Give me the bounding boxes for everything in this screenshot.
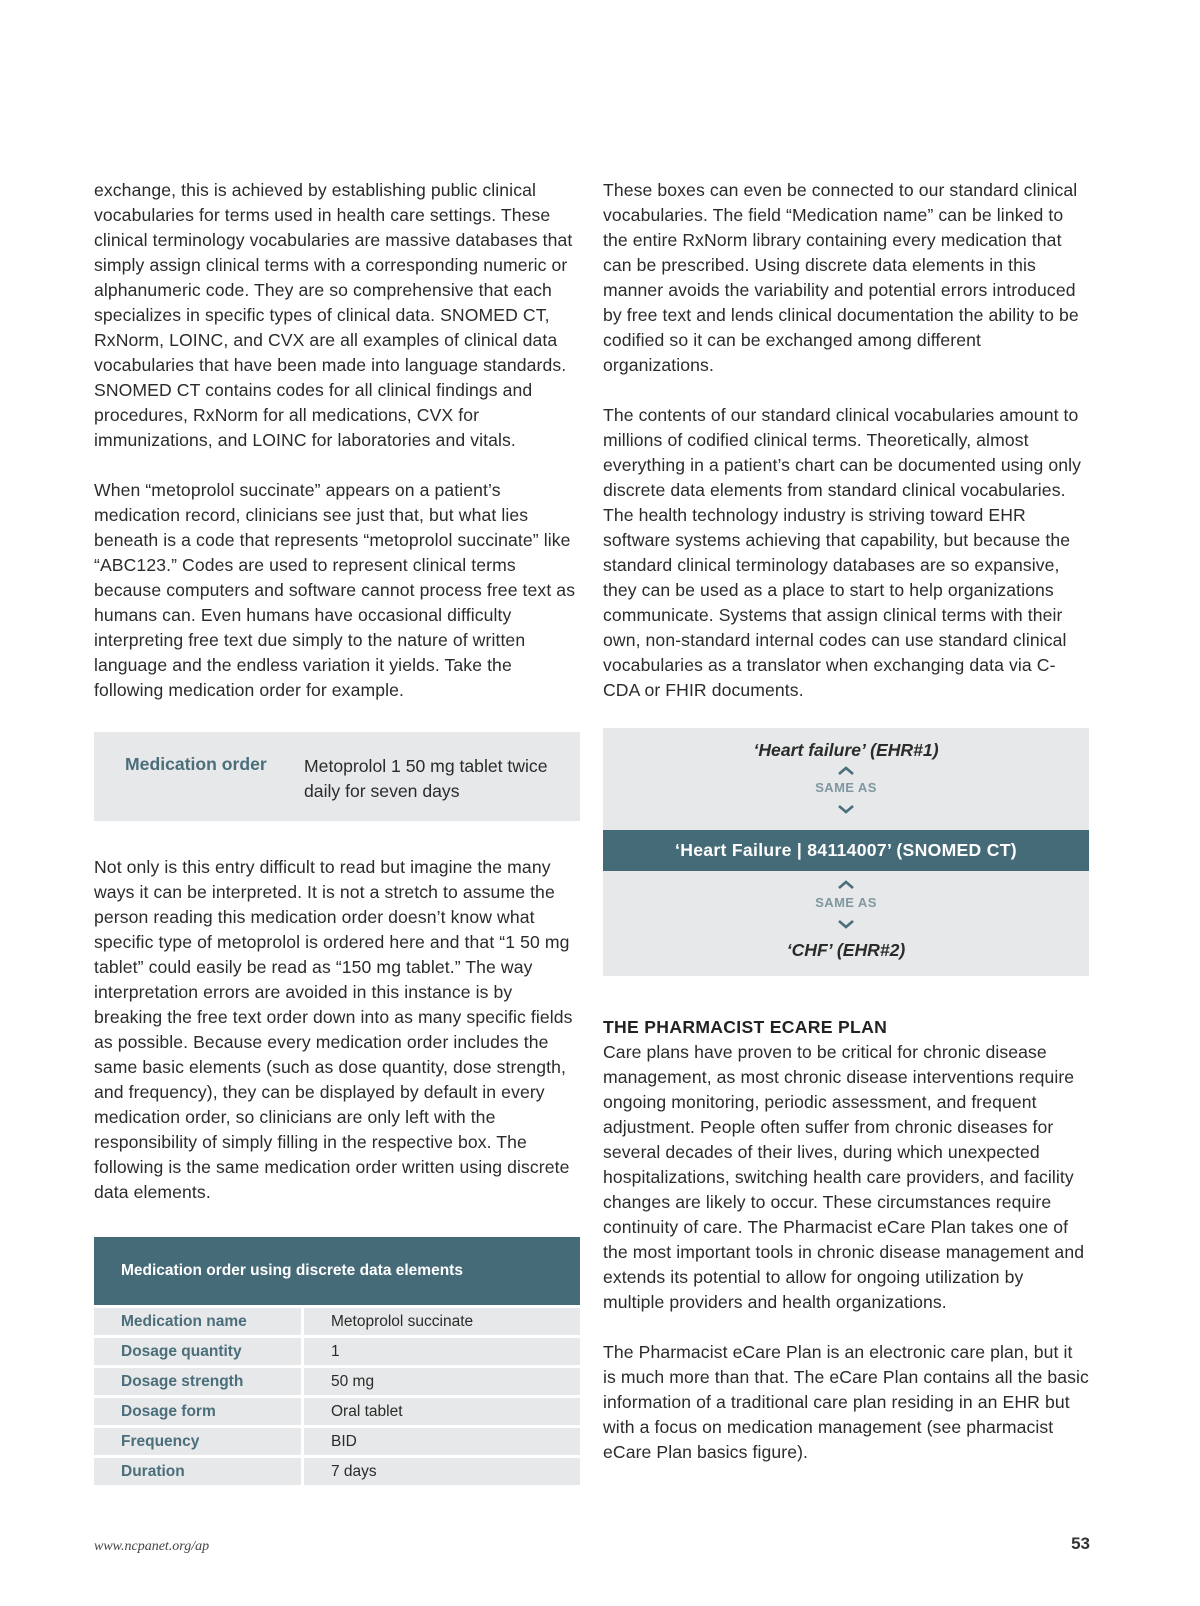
table-key: Medication name [94,1308,301,1335]
discrete-elements-table [94,1237,580,1485]
table-row [94,1338,580,1365]
table-value: 50 mg [304,1368,580,1395]
footer-url: www.ncpanet.org/ap [94,1539,210,1554]
left-column [94,178,580,1485]
section-heading: THE PHARMACIST ECARE PLAN [603,1017,888,1037]
right-paragraph-4: The Pharmacist eCare Plan is an electronic care plan, but it is much more than that. The eCare Plan contains all the basic information of a traditional care plan residing in an EHR but with a focus on medication management (see pharmacist eCare Plan basics figure). [603,1342,1089,1462]
heart-failure-mapping-diagram [603,728,1089,976]
table-key: Dosage form [94,1398,301,1425]
table-value: 7 days [304,1458,580,1485]
chevron-up-icon [837,880,855,890]
chevron-down-icon [837,919,855,929]
chevron-up-icon [837,766,855,776]
table-value: Oral tablet [304,1398,580,1425]
table-key: Dosage strength [94,1368,301,1395]
table-row [94,1368,580,1395]
table-key: Duration [94,1458,301,1485]
medication-order-value: Metoprolol 1 50 mg tablet twice daily for seven days [304,756,548,801]
medication-order-label: Medication order [125,754,267,774]
page-number: 53 [1071,1534,1090,1553]
left-paragraph-2: When “metoprolol succinate” appears on a patient’s medication record, clinicians see just that, but what lies beneath is a code that represents “metoprolol succinate” like “ABC123.” Codes are used to represent clinical terms because computers and software cannot process free text as humans can. Even humans have occasional difficulty interpreting free text due simply to the nature of written language and the endless variation it yields. Take the following medication order for example. [94,480,576,700]
ehr1-term: ‘Heart failure’ (EHR#1) [753,740,939,760]
medication-order-callout [94,732,580,821]
table-row [94,1458,580,1485]
right-paragraph-1: These boxes can even be connected to our standard clinical vocabularies. The field “Medication name” can be linked to the entire RxNorm library containing every medication that can be prescribed. Using discrete data elements in this manner avoids the variability and potential errors introduced by free text and lends clinical documentation the ability to be codified so it can be exchanged among different organizations. [603,180,1079,375]
right-paragraph-3: Care plans have proven to be critical for chronic disease management, as most chronic disease interventions require ongoing monitoring, periodic assessment, and frequent adjustment. People often suffer from chronic diseases for several decades of their lives, during which unexpected hospitalizations, switching health care providers, and facility changes are likely to occur. These circumstances require continuity of care. The Pharmacist eCare Plan takes one of the most important tools in chronic disease management and extends its potential to allow for ongoing utilization by multiple providers and health organizations. [603,1042,1085,1312]
snomed-ct-band: ‘Heart Failure | 84114007’ (SNOMED CT) [603,830,1089,871]
chevron-down-icon [837,804,855,814]
table-row [94,1428,580,1455]
table-row [94,1398,580,1425]
same-as-label: SAME AS [815,780,877,795]
ehr2-term: ‘CHF’ (EHR#2) [786,940,906,960]
table-title: Medication order using discrete data elements [94,1237,580,1305]
table-value: 1 [304,1338,580,1365]
right-paragraph-2: The contents of our standard clinical vocabularies amount to millions of codified clinical terms. Theoretically, almost everything in a patient’s chart can be documented using only discrete data elements from standard clinical vocabularies. The health technology industry is striving toward EHR software systems achieving that capability, but because the standard clinical terminology databases are so expansive, they can be used as a place to start to help organizations communicate. Systems that assign clinical terms with their own, non-standard internal codes can use standard clinical vocabularies as a translator when exchanging data via C-CDA or FHIR documents. [603,405,1082,700]
left-paragraph-3: Not only is this entry difficult to read but imagine the many ways it can be interpreted. It is not a stretch to assume the person reading this medication order doesn’t know what specific type of metoprolol is ordered here and that “1 50 mg tablet” could easily be read as “150 mg tablet.” The way interpretation errors are avoided in this instance is by breaking the free text order down into as many specific fields as possible. Because every medication order includes the same basic elements (such as dose quantity, dose strength, and frequency), they can be displayed by default in every medication order, so clinicians are only left with the responsibility of simply filling in the respective box. The following is the same medication order written using discrete data elements. [94,857,573,1202]
same-as-label: SAME AS [815,895,877,910]
right-column [603,178,1089,1465]
table-value: BID [304,1428,580,1455]
table-value: Metoprolol succinate [304,1308,580,1335]
table-row [94,1308,580,1335]
table-key: Dosage quantity [94,1338,301,1365]
left-paragraph-1: exchange, this is achieved by establishing public clinical vocabularies for terms used in health care settings. These clinical terminology vocabularies are massive databases that simply assign clinical terms with a corresponding numeric or alphanumeric code. They are so comprehensive that each specializes in specific types of clinical data. SNOMED CT, RxNorm, LOINC, and CVX are all examples of clinical data vocabularies that have been made into language standards. SNOMED CT contains codes for all clinical findings and procedures, RxNorm for all medications, CVX for immunizations, and LOINC for laboratories and vitals. [94,180,573,450]
table-key: Frequency [94,1428,301,1455]
